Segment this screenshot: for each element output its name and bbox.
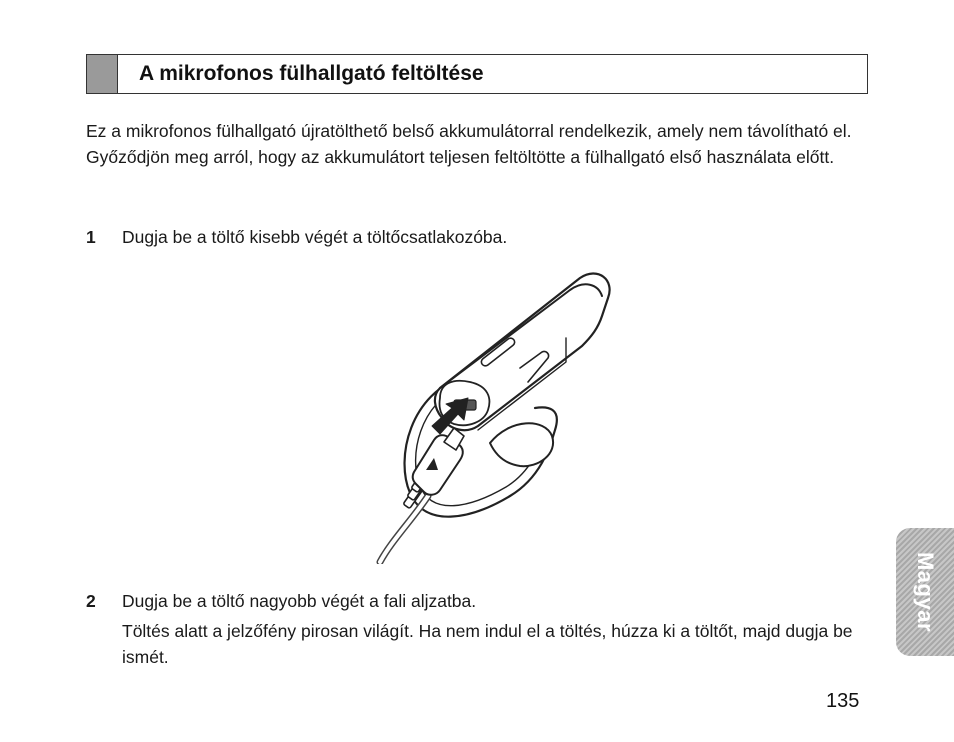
step-text: Dugja be a töltő nagyobb végét a fali aljzatba. xyxy=(122,591,477,611)
language-tab-label: Magyar xyxy=(913,551,938,633)
language-tab xyxy=(896,528,954,656)
intro-paragraph: Ez a mikrofonos fülhallgató újratölthető belső akkumulátorral rendelkezik, amely nem távolítható el. Győződjön meg arról, hogy az akkumulátort teljesen feltöltötte a fülhallgató első használata előtt. xyxy=(86,121,852,167)
headset-charging-illustration xyxy=(370,258,620,564)
step-2-detail: Töltés alatt a jelzőfény pirosan világít. Ha nem indul el a töltés, húzza ki a töltőt, majd dugja be ismét. xyxy=(122,621,853,667)
section-header xyxy=(86,54,868,94)
page-number: 135 xyxy=(826,690,860,712)
header-swatch xyxy=(87,55,118,93)
section-title: A mikrofonos fülhallgató feltöltése xyxy=(139,62,484,85)
step-text: Dugja be a töltő kisebb végét a töltőcsatlakozóba. xyxy=(122,227,508,247)
step-number: 2 xyxy=(86,591,96,611)
step-number: 1 xyxy=(86,227,96,247)
ear-gel xyxy=(490,423,553,466)
